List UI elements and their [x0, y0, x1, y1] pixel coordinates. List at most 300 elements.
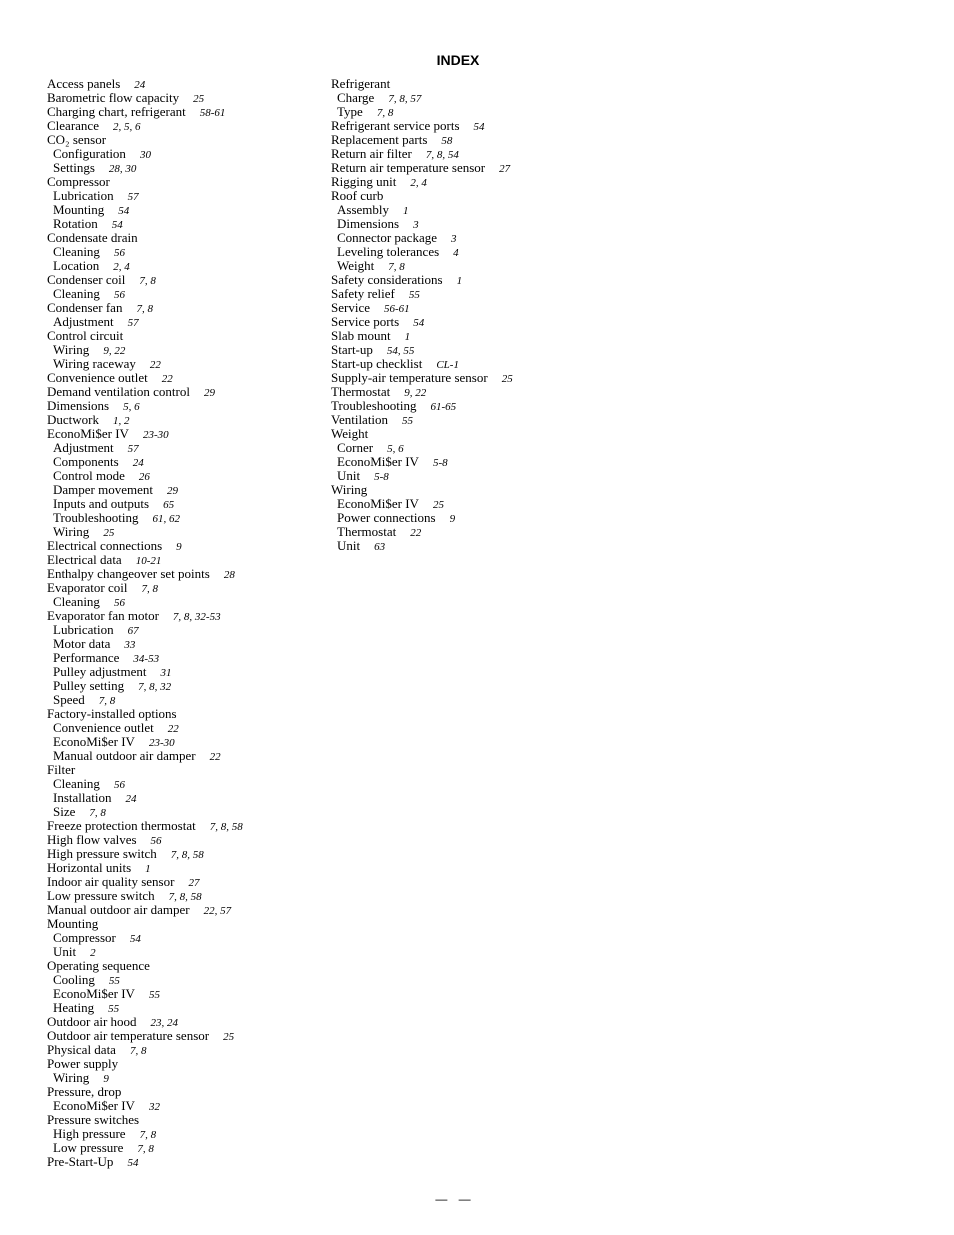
- index-entry: [331, 413, 631, 427]
- index-page-refs: 54: [129, 933, 141, 945]
- index-subentry: [47, 651, 327, 665]
- index-page-refs: 65: [163, 499, 175, 511]
- index-page-refs: 61-65: [430, 401, 457, 413]
- index-term: Filter: [47, 762, 76, 777]
- index-page-refs: 22, 57: [203, 905, 232, 917]
- index-term: Dimensions: [337, 216, 400, 231]
- index-subentry: [47, 595, 327, 609]
- index-term: Wiring raceway: [53, 356, 136, 371]
- index-term: Installation: [53, 790, 112, 805]
- index-entry: [47, 889, 327, 903]
- index-page-refs: 58-61: [199, 107, 226, 119]
- index-term: Low pressure switch: [47, 888, 155, 903]
- index-subentry: [331, 441, 631, 455]
- index-entry: [47, 861, 327, 875]
- index-term: Pre-Start-Up: [47, 1154, 114, 1169]
- index-term: Charge: [337, 90, 375, 105]
- index-entry: [331, 301, 631, 315]
- index-page-refs: 9: [103, 1073, 109, 1085]
- index-page-refs: 55: [108, 1003, 120, 1015]
- index-entry: [47, 1057, 327, 1071]
- index-subentry: [331, 203, 631, 217]
- index-term: EconoMi$er IV: [53, 734, 135, 749]
- index-entry: [47, 329, 327, 343]
- index-page-refs: 7, 8: [139, 1129, 157, 1141]
- index-entry: [331, 189, 631, 203]
- index-page-refs: 54, 55: [386, 345, 415, 357]
- index-term: Dimensions: [47, 398, 110, 413]
- index-subentry: [47, 623, 327, 637]
- index-entry: [331, 119, 631, 133]
- index-page-refs: 33: [124, 639, 136, 651]
- index-page-refs: 5-8: [432, 457, 448, 469]
- index-term: Compressor: [47, 174, 110, 189]
- index-term: Electrical data: [47, 552, 122, 567]
- index-term: Type: [337, 104, 363, 119]
- index-page-refs: CL-1: [436, 359, 459, 371]
- index-entry: [331, 385, 631, 399]
- index-term: Mounting: [47, 916, 99, 931]
- index-page-refs: 7, 8, 58: [168, 891, 202, 903]
- index-subentry: [47, 259, 327, 273]
- index-entry: [47, 1043, 327, 1057]
- index-term: Factory-installed options: [47, 706, 177, 721]
- index-term: Damper movement: [53, 482, 153, 497]
- index-page-refs: 7, 8, 58: [170, 849, 204, 861]
- index-page-refs: 7, 8, 54: [425, 149, 459, 161]
- index-term: Horizontal units: [47, 860, 132, 875]
- index-subentry: [47, 1099, 327, 1113]
- index-subentry: [47, 987, 327, 1001]
- index-term: Evaporator coil: [47, 580, 128, 595]
- index-entry: [47, 553, 327, 567]
- index-term: Connector package: [337, 230, 437, 245]
- index-page-refs: 23-30: [148, 737, 175, 749]
- index-term: Cleaning: [53, 244, 100, 259]
- index-entry: [47, 105, 327, 119]
- index-entry: [331, 147, 631, 161]
- index-subentry: [47, 805, 327, 819]
- index-subentry: [331, 469, 631, 483]
- index-term: Control circuit: [47, 328, 124, 343]
- index-term: Refrigerant: [331, 76, 391, 91]
- index-term: Demand ventilation control: [47, 384, 190, 399]
- index-page-refs: 22: [209, 751, 221, 763]
- index-entry: [47, 301, 327, 315]
- index-term: Size: [53, 804, 76, 819]
- index-term: EconoMi$er IV: [53, 986, 135, 1001]
- index-subentry: [47, 1001, 327, 1015]
- index-page-refs: 25: [193, 93, 205, 105]
- index-term: Power supply: [47, 1056, 119, 1071]
- index-page-refs: 56: [150, 835, 162, 847]
- index-entry: [331, 343, 631, 357]
- index-term: Compressor: [53, 930, 116, 945]
- index-term: Cleaning: [53, 594, 100, 609]
- index-term: Pressure, drop: [47, 1084, 122, 1099]
- index-subentry: [47, 637, 327, 651]
- index-entry: [47, 273, 327, 287]
- index-term: Enthalpy changeover set points: [47, 566, 210, 581]
- index-term: CO₂ sensor: [47, 132, 107, 147]
- index-term: Start-up: [331, 342, 373, 357]
- index-term: Lubrication: [53, 188, 114, 203]
- index-term: Speed: [53, 692, 85, 707]
- index-subentry: [47, 665, 327, 679]
- index-page-refs: 67: [127, 625, 139, 637]
- index-entry: [47, 399, 327, 413]
- index-page-refs: 25: [103, 527, 115, 539]
- index-entry: [47, 231, 327, 245]
- index-page-refs: 55: [148, 989, 160, 1001]
- index-term: Cleaning: [53, 286, 100, 301]
- index-entry: [47, 609, 327, 623]
- index-term: Charging chart, refrigerant: [47, 104, 186, 119]
- index-page-refs: 22: [149, 359, 161, 371]
- index-subentry: [47, 497, 327, 511]
- index-page-refs: 7, 8: [376, 107, 394, 119]
- index-term: Settings: [53, 160, 95, 175]
- index-term: Heating: [53, 1000, 95, 1015]
- index-term: Pulley setting: [53, 678, 125, 693]
- index-term: Convenience outlet: [53, 720, 154, 735]
- index-page-refs: 24: [125, 793, 137, 805]
- index-subentry: [331, 231, 631, 245]
- index-term: Clearance: [47, 118, 99, 133]
- index-entry: [47, 819, 327, 833]
- index-term: Low pressure: [53, 1140, 124, 1155]
- index-term: Cooling: [53, 972, 95, 987]
- index-entry: [47, 847, 327, 861]
- index-term: Return air filter: [331, 146, 412, 161]
- index-page-refs: 1: [145, 863, 151, 875]
- index-entry: [331, 133, 631, 147]
- index-term: Assembly: [337, 202, 389, 217]
- index-page-refs: 4: [453, 247, 459, 259]
- index-term: Components: [53, 454, 119, 469]
- index-entry: [47, 959, 327, 973]
- index-term: Outdoor air hood: [47, 1014, 137, 1029]
- index-page-refs: 2, 4: [410, 177, 427, 189]
- index-subentry: [47, 791, 327, 805]
- index-entry: [47, 903, 327, 917]
- index-page-refs: 7, 8, 58: [209, 821, 243, 833]
- index-entry: [331, 427, 631, 441]
- index-term: Lubrication: [53, 622, 114, 637]
- index-page-refs: 54: [127, 1157, 139, 1169]
- page-footer: — —: [435, 1192, 475, 1206]
- index-term: Weight: [337, 258, 375, 273]
- index-subentry: [331, 217, 631, 231]
- index-entry: [47, 875, 327, 889]
- index-term: Wiring: [53, 524, 90, 539]
- index-subentry: [47, 357, 327, 371]
- index-term: Roof curb: [331, 188, 384, 203]
- index-page-refs: 56-61: [383, 303, 410, 315]
- index-term: Indoor air quality sensor: [47, 874, 175, 889]
- index-page-refs: 28, 30: [108, 163, 137, 175]
- index-entry: [47, 917, 327, 931]
- index-term: EconoMi$er IV: [53, 1098, 135, 1113]
- index-entry: [47, 581, 327, 595]
- index-entry: [47, 1155, 327, 1169]
- index-term: Ductwork: [47, 412, 99, 427]
- index-subentry: [47, 679, 327, 693]
- index-term: Supply-air temperature sensor: [331, 370, 488, 385]
- index-subentry: [47, 511, 327, 525]
- index-entry: [47, 119, 327, 133]
- index-term: Configuration: [53, 146, 126, 161]
- index-subentry: [47, 203, 327, 217]
- index-page-refs: 2, 4: [113, 261, 130, 273]
- index-term: Condensate drain: [47, 230, 138, 245]
- index-term: Rotation: [53, 216, 98, 231]
- index-term: Thermostat: [331, 384, 391, 399]
- index-term: Condenser fan: [47, 300, 123, 315]
- index-subentry: [331, 259, 631, 273]
- index-entry: [331, 483, 631, 497]
- index-page-refs: 7, 8: [388, 261, 405, 273]
- index-page-refs: 9: [449, 513, 456, 525]
- index-term: Operating sequence: [47, 958, 150, 973]
- index-entry: [47, 1015, 327, 1029]
- index-page-refs: 31: [160, 667, 172, 679]
- index-page-refs: 34-53: [133, 653, 160, 665]
- index-entry: [47, 413, 327, 427]
- index-term: High pressure: [53, 1126, 126, 1141]
- index-term: Slab mount: [331, 328, 391, 343]
- index-subentry: [47, 973, 327, 987]
- index-page-refs: 54: [413, 317, 425, 329]
- index-term: Thermostat: [337, 524, 397, 539]
- index-term: Evaporator fan motor: [47, 608, 159, 623]
- index-entry: [331, 357, 631, 371]
- index-page-refs: 1: [403, 205, 409, 217]
- index-term: Replacement parts: [331, 132, 428, 147]
- index-page-refs: 32: [148, 1101, 160, 1113]
- index-term: Unit: [337, 468, 361, 483]
- index-page-refs: 3: [450, 233, 457, 245]
- index-subentry: [331, 105, 631, 119]
- index-page-refs: 5, 6: [123, 401, 140, 413]
- index-page-refs: 25: [501, 373, 513, 385]
- index-term: Service: [331, 300, 370, 315]
- index-page-refs: 25: [223, 1031, 235, 1043]
- index-term: Unit: [337, 538, 361, 553]
- index-entry: [47, 707, 327, 721]
- index-page-refs: 24: [132, 457, 144, 469]
- index-subentry: [47, 483, 327, 497]
- index-page-refs: 55: [408, 289, 420, 301]
- index-term: Refrigerant service ports: [331, 118, 460, 133]
- index-page-refs: 56: [113, 289, 125, 301]
- index-subentry: [47, 343, 327, 357]
- index-subentry: [47, 1127, 327, 1141]
- index-subentry: [47, 1071, 327, 1085]
- index-page-refs: 23-30: [142, 429, 169, 441]
- index-page-refs: 25: [432, 499, 444, 511]
- index-page-refs: 9, 22: [103, 345, 126, 357]
- index-term: Pulley adjustment: [53, 664, 147, 679]
- index-page-refs: 22: [161, 373, 173, 385]
- index-page-refs: 57: [127, 191, 139, 203]
- index-term: Troubleshooting: [331, 398, 417, 413]
- index-page-refs: 1: [456, 275, 463, 287]
- index-subentry: [47, 287, 327, 301]
- index-term: Corner: [337, 440, 374, 455]
- index-subentry: [47, 147, 327, 161]
- index-term: Physical data: [47, 1042, 116, 1057]
- index-subentry: [47, 455, 327, 469]
- index-subentry: [47, 931, 327, 945]
- index-entry: [47, 133, 327, 147]
- index-page-refs: 29: [167, 485, 178, 497]
- index-page-refs: 55: [108, 975, 120, 987]
- index-page-refs: 7, 8, 57: [388, 93, 422, 105]
- index-term: Manual outdoor air damper: [53, 748, 196, 763]
- index-entry: [331, 315, 631, 329]
- index-subentry: [47, 777, 327, 791]
- index-page-refs: 57: [127, 317, 139, 329]
- index-subentry: [47, 749, 327, 763]
- index-subentry: [47, 245, 327, 259]
- index-term: Convenience outlet: [47, 370, 148, 385]
- index-subentry: [47, 693, 327, 707]
- index-subentry: [47, 469, 327, 483]
- index-entry: [331, 287, 631, 301]
- index-page-refs: 28: [223, 569, 235, 581]
- index-term: Rigging unit: [331, 174, 397, 189]
- index-page-refs: 7, 8: [89, 807, 106, 819]
- index-page-refs: 7, 8: [129, 1045, 147, 1057]
- index-entry: [47, 1029, 327, 1043]
- index-entry: [47, 427, 327, 441]
- index-page-refs: 3: [413, 219, 419, 231]
- index-page-refs: 63: [374, 541, 386, 553]
- index-page-refs: 61, 62: [152, 513, 180, 525]
- index-page-refs: 55: [402, 415, 414, 427]
- index-term: Ventilation: [331, 412, 389, 427]
- index-entry: [47, 567, 327, 581]
- index-term: High pressure switch: [47, 846, 157, 861]
- index-page-refs: 7, 8: [136, 303, 153, 315]
- index-page-refs: 26: [138, 471, 150, 483]
- index-term: Service ports: [331, 314, 400, 329]
- index-entry: [47, 371, 327, 385]
- index-entry: [47, 1113, 327, 1127]
- index-term: Electrical connections: [47, 538, 163, 553]
- index-page-refs: 57: [127, 443, 139, 455]
- page-title: INDEX: [436, 52, 480, 68]
- index-entry: [47, 385, 327, 399]
- index-term: Location: [53, 258, 100, 273]
- index-subentry: [331, 525, 631, 539]
- index-page-refs: 27: [499, 163, 511, 175]
- index-subentry: [47, 735, 327, 749]
- index-term: Wiring: [53, 1070, 90, 1085]
- index-page-refs: 2: [90, 947, 96, 959]
- index-term: Cleaning: [53, 776, 100, 791]
- index-term: Start-up checklist: [331, 356, 423, 371]
- index-entry: [331, 175, 631, 189]
- index-term: Safety considerations: [331, 272, 443, 287]
- index-term: Power connections: [337, 510, 436, 525]
- index-page-refs: 54: [118, 205, 130, 217]
- index-entry: [47, 175, 327, 189]
- index-entry: [331, 371, 631, 385]
- index-entry: [331, 399, 631, 413]
- index-entry: [47, 77, 327, 91]
- index-entry: [331, 161, 631, 175]
- index-page-refs: 5, 6: [387, 443, 404, 455]
- index-page-refs: 2, 5, 6: [112, 121, 141, 133]
- index-term: Mounting: [53, 202, 105, 217]
- index-subentry: [331, 455, 631, 469]
- index-subentry: [47, 315, 327, 329]
- index-page-refs: 22: [167, 723, 179, 735]
- index-term: EconoMi$er IV: [337, 496, 419, 511]
- index-subentry: [331, 91, 631, 105]
- index-subentry: [47, 525, 327, 539]
- index-page-refs: 23, 24: [150, 1017, 179, 1029]
- index-term: Unit: [53, 944, 77, 959]
- index-subentry: [331, 511, 631, 525]
- index-page-refs: 56: [113, 597, 125, 609]
- index-entry: [47, 833, 327, 847]
- index-entry: [47, 91, 327, 105]
- index-subentry: [47, 441, 327, 455]
- index-subentry: [47, 161, 327, 175]
- index-entry: [331, 329, 631, 343]
- index-term: Outdoor air temperature sensor: [47, 1028, 210, 1043]
- index-subentry: [47, 1141, 327, 1155]
- index-term: Barometric flow capacity: [47, 90, 180, 105]
- index-page-refs: 56: [113, 247, 125, 259]
- index-term: Wiring: [53, 342, 90, 357]
- index-term: Motor data: [53, 636, 111, 651]
- index-term: Performance: [53, 650, 120, 665]
- index-subentry: [47, 189, 327, 203]
- index-page-refs: 7, 8: [98, 695, 116, 707]
- index-page-refs: 1, 2: [113, 415, 130, 427]
- index-entry: [331, 273, 631, 287]
- index-entry: [47, 1085, 327, 1099]
- index-page-refs: 9: [176, 541, 182, 553]
- index-page-refs: 10-21: [135, 555, 162, 567]
- index-term: Safety relief: [331, 286, 395, 301]
- index-term: Pressure switches: [47, 1112, 140, 1127]
- index-column-right: [331, 77, 631, 553]
- index-term: EconoMi$er IV: [47, 426, 129, 441]
- index-term: Inputs and outputs: [53, 496, 150, 511]
- index-term: EconoMi$er IV: [337, 454, 419, 469]
- index-entry: [47, 763, 327, 777]
- index-subentry: [331, 245, 631, 259]
- index-term: Manual outdoor air damper: [47, 902, 190, 917]
- index-page-refs: 5-8: [374, 471, 389, 483]
- index-page-refs: 58: [441, 135, 453, 147]
- index-page-refs: 7, 8, 32-53: [172, 611, 221, 623]
- index-term: Return air temperature sensor: [331, 160, 486, 175]
- index-entry: [47, 539, 327, 553]
- index-term: Freeze protection thermostat: [47, 818, 196, 833]
- index-page-refs: 56: [113, 779, 125, 791]
- index-subentry: [331, 497, 631, 511]
- index-subentry: [47, 945, 327, 959]
- index-page-refs: 9, 22: [404, 387, 427, 399]
- index-term: Control mode: [53, 468, 125, 483]
- index-page-refs: 7, 8, 32: [138, 681, 172, 693]
